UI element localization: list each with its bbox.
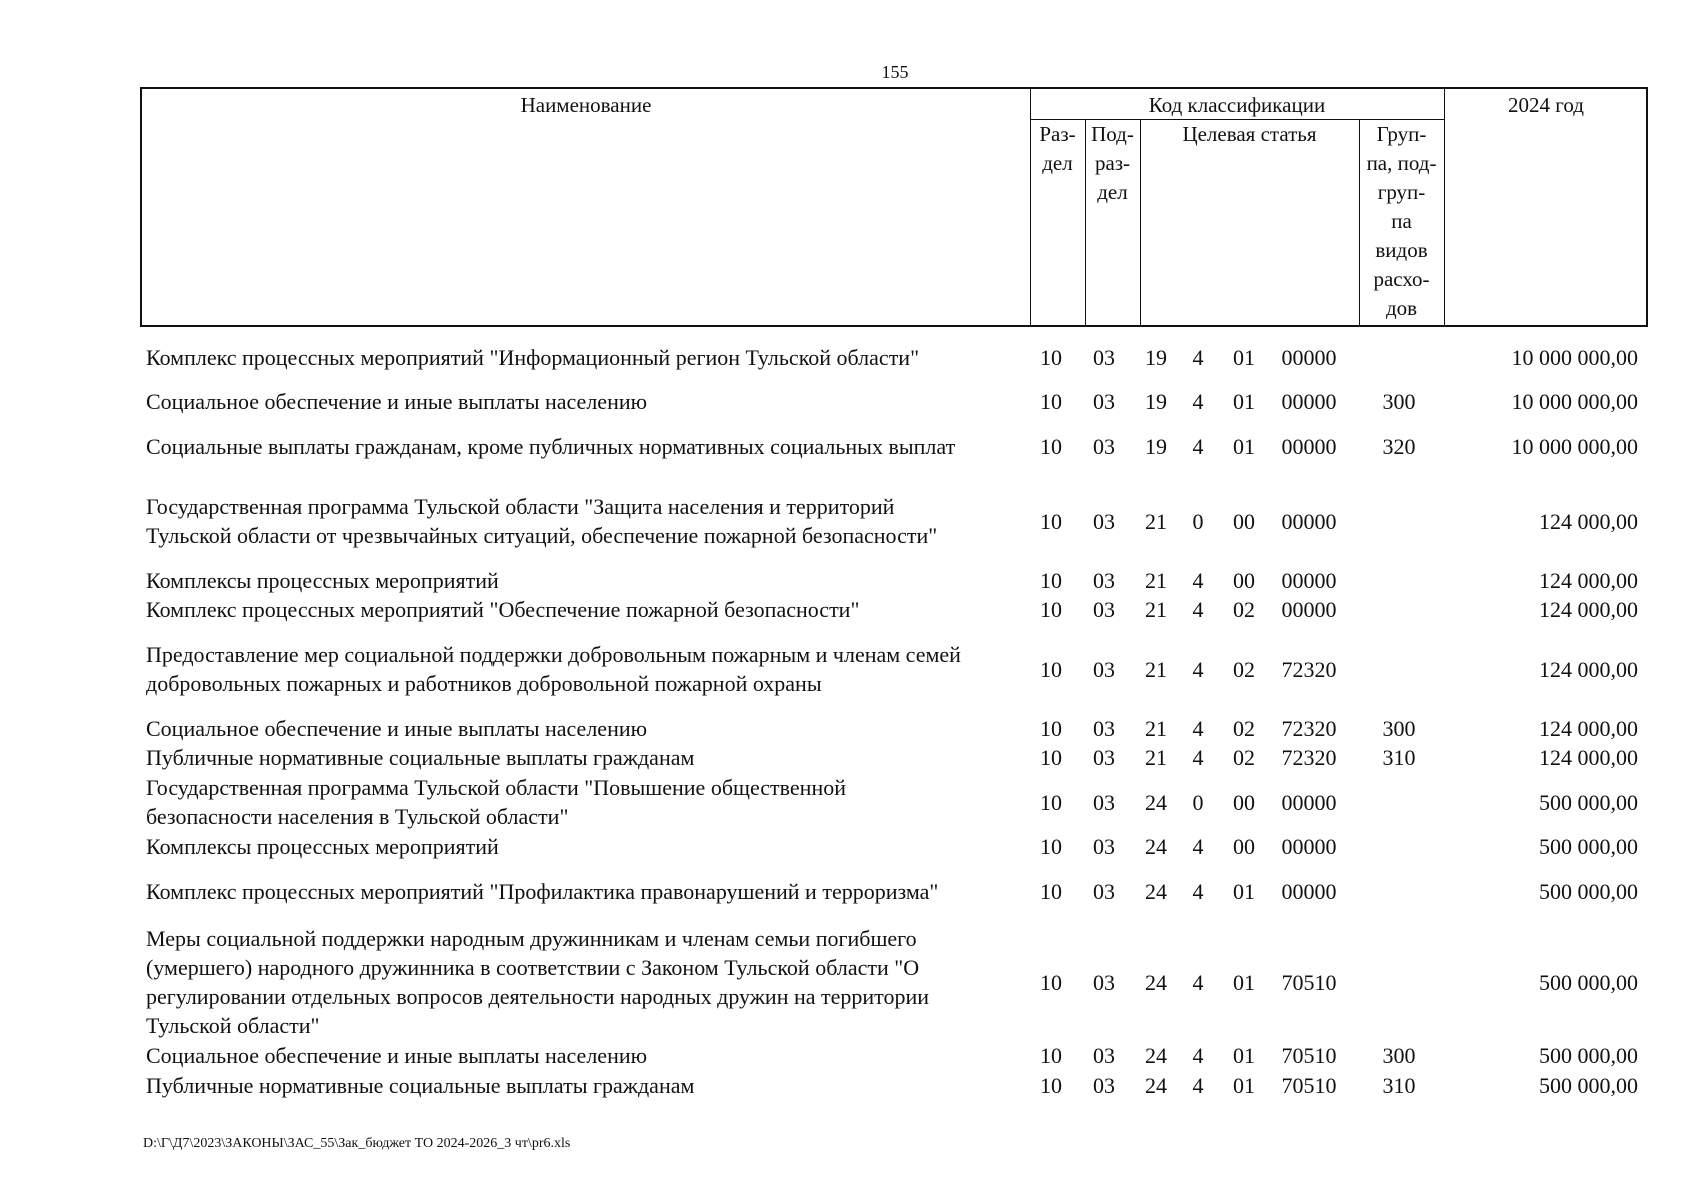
header-podrazdel-line: дел bbox=[1097, 180, 1128, 204]
row-name-line: Социальное обеспечение и иные выплаты населению bbox=[146, 388, 648, 414]
row-name bbox=[146, 1041, 1026, 1070]
header-name: Наименование bbox=[520, 93, 652, 117]
cell-rz: 10 bbox=[1040, 1072, 1062, 1098]
cell-t3: 02 bbox=[1233, 744, 1255, 770]
header-group-line: па, под- bbox=[1366, 151, 1437, 175]
cell-t3: 01 bbox=[1233, 878, 1255, 904]
cell-t2: 4 bbox=[1192, 969, 1204, 995]
cell-t3: 00 bbox=[1233, 567, 1255, 593]
header-group-line: видов bbox=[1375, 238, 1428, 262]
row-name-line: Публичные нормативные социальные выплаты гражданам bbox=[146, 744, 695, 770]
cell-t1: 21 bbox=[1145, 715, 1167, 741]
cell-pr: 03 bbox=[1093, 508, 1115, 534]
header-group bbox=[1359, 120, 1444, 323]
cell-amount: 10 000 000,00 bbox=[1511, 433, 1638, 459]
cell-t3: 01 bbox=[1233, 1042, 1255, 1068]
cell-t4: 70510 bbox=[1281, 1072, 1337, 1098]
cell-pr: 03 bbox=[1093, 596, 1115, 622]
cell-t4: 70510 bbox=[1281, 969, 1337, 995]
row-name-line: Тульской области" bbox=[146, 1013, 320, 1038]
cell-rz: 10 bbox=[1040, 433, 1062, 459]
cell-t3: 01 bbox=[1233, 344, 1255, 370]
cell-t1: 24 bbox=[1145, 1072, 1167, 1098]
row-name-line: Меры социальной поддержки народным дружинникам и членам семьи погибшего bbox=[146, 926, 917, 951]
cell-amount: 500 000,00 bbox=[1539, 833, 1638, 859]
row-name bbox=[146, 343, 1026, 372]
cell-t3: 02 bbox=[1233, 596, 1255, 622]
cell-vr: 300 bbox=[1382, 715, 1416, 741]
cell-rz: 10 bbox=[1040, 508, 1062, 534]
cell-amount: 500 000,00 bbox=[1539, 878, 1638, 904]
row-name-line: Государственная программа Тульской области "Повышение общественной bbox=[146, 775, 846, 800]
cell-t2: 4 bbox=[1192, 656, 1204, 682]
cell-rz: 10 bbox=[1040, 715, 1062, 741]
table-row bbox=[0, 492, 1697, 550]
cell-t2: 4 bbox=[1192, 1072, 1204, 1098]
row-name-line: Социальное обеспечение и иные выплаты населению bbox=[146, 1042, 648, 1068]
table-row bbox=[0, 1071, 1697, 1100]
table-row bbox=[0, 343, 1697, 372]
cell-pr: 03 bbox=[1093, 744, 1115, 770]
row-name-line: Комплекс процессных мероприятий "Информационный регион Тульской области" bbox=[146, 344, 920, 370]
table-row bbox=[0, 1041, 1697, 1070]
cell-amount: 124 000,00 bbox=[1539, 508, 1638, 534]
cell-rz: 10 bbox=[1040, 789, 1062, 815]
cell-pr: 03 bbox=[1093, 567, 1115, 593]
cell-rz: 10 bbox=[1040, 596, 1062, 622]
row-name bbox=[146, 566, 1026, 595]
row-name-line: Комплекс процессных мероприятий "Профилактика правонарушений и терроризма" bbox=[146, 878, 939, 904]
table-row bbox=[0, 595, 1697, 624]
cell-t2: 4 bbox=[1192, 344, 1204, 370]
cell-amount: 124 000,00 bbox=[1539, 715, 1638, 741]
cell-rz: 10 bbox=[1040, 1042, 1062, 1068]
row-name bbox=[146, 773, 1026, 831]
cell-t2: 0 bbox=[1192, 508, 1204, 534]
row-name bbox=[146, 1071, 1026, 1100]
row-name-line: Социальные выплаты гражданам, кроме публичных нормативных социальных выплат bbox=[146, 433, 956, 459]
header-divider bbox=[1444, 89, 1445, 325]
header-group-line: дов bbox=[1385, 296, 1418, 320]
cell-t4: 00000 bbox=[1281, 388, 1337, 414]
cell-rz: 10 bbox=[1040, 656, 1062, 682]
cell-pr: 03 bbox=[1093, 388, 1115, 414]
row-name bbox=[146, 924, 1026, 1040]
header-razdel bbox=[1030, 120, 1085, 178]
row-name bbox=[146, 492, 1026, 550]
header-podrazdel bbox=[1085, 120, 1140, 207]
row-name-line: (умершего) народного дружинника в соответствии с Законом Тульской области "О bbox=[146, 955, 920, 980]
cell-amount: 500 000,00 bbox=[1539, 1042, 1638, 1068]
table-row bbox=[0, 640, 1697, 698]
file-path-footer: D:\Г\Д7\2023\ЗАКОНЫ\ЗАС_55\Зак_бюджет ТО 2024-2026_3 чт\pr6.xls bbox=[143, 1136, 571, 1151]
cell-t1: 19 bbox=[1145, 433, 1167, 459]
cell-pr: 03 bbox=[1093, 1072, 1115, 1098]
cell-t4: 72320 bbox=[1281, 715, 1337, 741]
cell-pr: 03 bbox=[1093, 969, 1115, 995]
cell-amount: 500 000,00 bbox=[1539, 789, 1638, 815]
row-name-line: Комплекс процессных мероприятий "Обеспечение пожарной безопасности" bbox=[146, 596, 860, 622]
cell-t3: 01 bbox=[1233, 969, 1255, 995]
cell-amount: 124 000,00 bbox=[1539, 656, 1638, 682]
cell-t4: 00000 bbox=[1281, 833, 1337, 859]
row-name-line: Социальное обеспечение и иные выплаты населению bbox=[146, 715, 648, 741]
header-divider bbox=[1140, 120, 1141, 325]
cell-pr: 03 bbox=[1093, 344, 1115, 370]
cell-t3: 00 bbox=[1233, 508, 1255, 534]
row-name-line: Тульской области от чрезвычайных ситуаций, обеспечение пожарной безопасности" bbox=[146, 523, 938, 548]
cell-rz: 10 bbox=[1040, 744, 1062, 770]
row-name bbox=[146, 832, 1026, 861]
table-row bbox=[0, 387, 1697, 416]
cell-t3: 01 bbox=[1233, 388, 1255, 414]
cell-amount: 500 000,00 bbox=[1539, 969, 1638, 995]
cell-amount: 124 000,00 bbox=[1539, 596, 1638, 622]
cell-t4: 00000 bbox=[1281, 567, 1337, 593]
cell-t4: 00000 bbox=[1281, 344, 1337, 370]
row-name-line: безопасности населения в Тульской области" bbox=[146, 804, 569, 829]
row-name-line: Предоставление мер социальной поддержки добровольным пожарным и членам семей bbox=[146, 642, 961, 667]
cell-t4: 00000 bbox=[1281, 508, 1337, 534]
cell-pr: 03 bbox=[1093, 833, 1115, 859]
cell-t3: 01 bbox=[1233, 433, 1255, 459]
cell-t4: 72320 bbox=[1281, 656, 1337, 682]
cell-t4: 00000 bbox=[1281, 596, 1337, 622]
cell-t3: 00 bbox=[1233, 789, 1255, 815]
table-row bbox=[0, 877, 1697, 906]
cell-t1: 19 bbox=[1145, 388, 1167, 414]
row-name-line: Публичные нормативные социальные выплаты гражданам bbox=[146, 1072, 695, 1098]
cell-vr: 320 bbox=[1382, 433, 1416, 459]
cell-pr: 03 bbox=[1093, 656, 1115, 682]
cell-amount: 10 000 000,00 bbox=[1511, 344, 1638, 370]
row-name bbox=[146, 595, 1026, 624]
cell-amount: 124 000,00 bbox=[1539, 567, 1638, 593]
cell-rz: 10 bbox=[1040, 878, 1062, 904]
cell-t4: 00000 bbox=[1281, 433, 1337, 459]
cell-t3: 01 bbox=[1233, 1072, 1255, 1098]
cell-t1: 21 bbox=[1145, 744, 1167, 770]
table-row bbox=[0, 743, 1697, 772]
table-row bbox=[0, 832, 1697, 861]
row-name-line: Государственная программа Тульской области "Защита населения и территорий bbox=[146, 494, 895, 519]
cell-rz: 10 bbox=[1040, 833, 1062, 859]
cell-t1: 19 bbox=[1145, 344, 1167, 370]
table-row bbox=[0, 566, 1697, 595]
cell-t2: 0 bbox=[1192, 789, 1204, 815]
cell-rz: 10 bbox=[1040, 969, 1062, 995]
row-name bbox=[146, 743, 1026, 772]
header-group-line: расхо- bbox=[1373, 267, 1430, 291]
cell-amount: 10 000 000,00 bbox=[1511, 388, 1638, 414]
table-row bbox=[0, 432, 1697, 461]
table-header bbox=[140, 87, 1648, 327]
cell-amount: 500 000,00 bbox=[1539, 1072, 1638, 1098]
cell-amount: 124 000,00 bbox=[1539, 744, 1638, 770]
cell-rz: 10 bbox=[1040, 567, 1062, 593]
row-name-line: Комплексы процессных мероприятий bbox=[146, 833, 499, 859]
cell-t1: 21 bbox=[1145, 596, 1167, 622]
table-row bbox=[0, 773, 1697, 831]
row-name-line: регулировании отдельных вопросов деятельности народных дружин на территории bbox=[146, 984, 930, 1009]
header-year: 2024 год bbox=[1508, 93, 1584, 117]
cell-rz: 10 bbox=[1040, 344, 1062, 370]
header-group-line: груп- bbox=[1377, 180, 1426, 204]
cell-t2: 4 bbox=[1192, 567, 1204, 593]
cell-vr: 300 bbox=[1382, 388, 1416, 414]
row-name bbox=[146, 877, 1026, 906]
cell-t1: 21 bbox=[1145, 567, 1167, 593]
cell-t1: 24 bbox=[1145, 789, 1167, 815]
cell-vr: 310 bbox=[1382, 744, 1416, 770]
cell-t2: 4 bbox=[1192, 833, 1204, 859]
cell-t3: 00 bbox=[1233, 833, 1255, 859]
cell-t1: 24 bbox=[1145, 833, 1167, 859]
table-row bbox=[0, 714, 1697, 743]
row-name-line: добровольных пожарных и работников добровольной пожарной охраны bbox=[146, 671, 822, 696]
cell-t2: 4 bbox=[1192, 433, 1204, 459]
header-razdel-line: дел bbox=[1042, 151, 1073, 175]
header-podrazdel-line: раз- bbox=[1094, 151, 1131, 175]
cell-t2: 4 bbox=[1192, 1042, 1204, 1068]
header-group-line: Груп- bbox=[1376, 122, 1427, 146]
header-podrazdel-line: Под- bbox=[1091, 122, 1134, 146]
cell-t3: 02 bbox=[1233, 656, 1255, 682]
cell-t2: 4 bbox=[1192, 878, 1204, 904]
cell-t4: 00000 bbox=[1281, 878, 1337, 904]
row-name bbox=[146, 432, 1026, 461]
cell-t1: 21 bbox=[1145, 656, 1167, 682]
table-row bbox=[0, 924, 1697, 1040]
row-name bbox=[146, 714, 1026, 743]
cell-t3: 02 bbox=[1233, 715, 1255, 741]
cell-t2: 4 bbox=[1192, 388, 1204, 414]
header-classification: Код классификации bbox=[1148, 93, 1326, 117]
cell-t1: 24 bbox=[1145, 969, 1167, 995]
page-number: 155 bbox=[881, 62, 909, 82]
row-name bbox=[146, 387, 1026, 416]
cell-t4: 00000 bbox=[1281, 789, 1337, 815]
cell-pr: 03 bbox=[1093, 715, 1115, 741]
header-group-line: па bbox=[1391, 209, 1412, 233]
cell-t2: 4 bbox=[1192, 596, 1204, 622]
cell-pr: 03 bbox=[1093, 789, 1115, 815]
cell-pr: 03 bbox=[1093, 1042, 1115, 1068]
row-name-line: Комплексы процессных мероприятий bbox=[146, 567, 499, 593]
cell-t1: 24 bbox=[1145, 878, 1167, 904]
header-target: Целевая статья bbox=[1182, 122, 1317, 146]
cell-t1: 21 bbox=[1145, 508, 1167, 534]
cell-t2: 4 bbox=[1192, 744, 1204, 770]
cell-pr: 03 bbox=[1093, 433, 1115, 459]
cell-rz: 10 bbox=[1040, 388, 1062, 414]
row-name bbox=[146, 640, 1026, 698]
cell-t2: 4 bbox=[1192, 715, 1204, 741]
cell-vr: 310 bbox=[1382, 1072, 1416, 1098]
cell-vr: 300 bbox=[1382, 1042, 1416, 1068]
header-razdel-line: Раз- bbox=[1039, 122, 1076, 146]
cell-t4: 72320 bbox=[1281, 744, 1337, 770]
cell-pr: 03 bbox=[1093, 878, 1115, 904]
cell-t1: 24 bbox=[1145, 1042, 1167, 1068]
cell-t4: 70510 bbox=[1281, 1042, 1337, 1068]
